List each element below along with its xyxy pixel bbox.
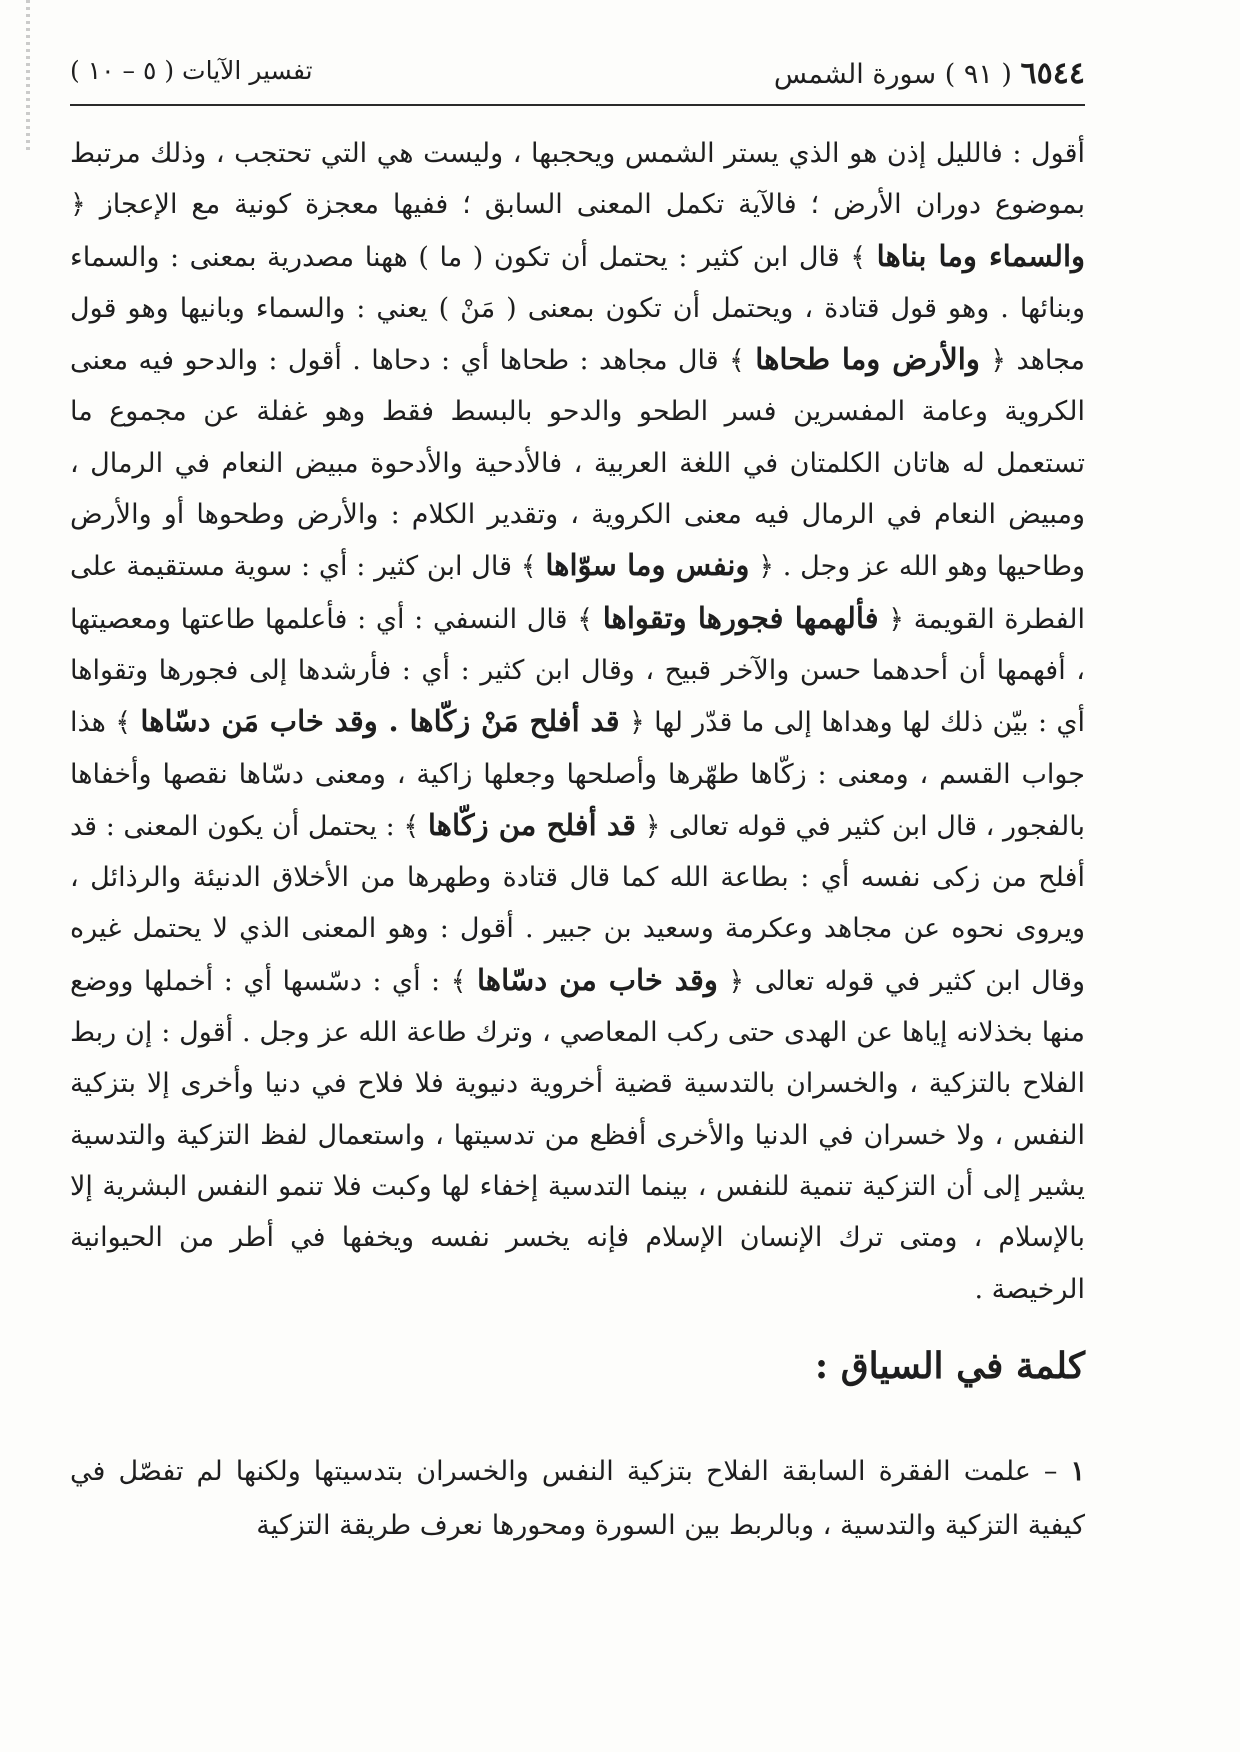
section-heading: كلمة في السياق :	[814, 1345, 1085, 1387]
scan-edge-marks	[26, 0, 30, 150]
header-page-info	[774, 56, 1085, 91]
header-divider	[70, 104, 1085, 106]
quran-verse: وقد خاب من دسّاها	[476, 962, 718, 997]
quran-verse: قد أفلح مَنْ زكّاها . وقد خاب مَن دسّاها	[140, 704, 620, 739]
quran-verse: فألهمها فجورها وتقواها	[602, 600, 879, 635]
text-segment: ﴾ قال ابن كثير : يحتمل أن تكون ( ما ) ههنا مصدرية بمعنى : والسماء وبنائها . وهو قول قتادة ، ويحتمل أن تكون بمعنى ( مَنْ ) يعني : والسماء وبانيها وهو قول مجاهد ﴿	[70, 241, 1085, 377]
text-segment: ﴾ قال النسفي : أي : فأعلمها طاعتها ومعصيتها ، أفهمها أن أحدهما حسن والآخر قبيح ، وقال ابن كثير : أي : فأرشدها إلى فجورها وتقواها أي : بيّن ذلك لها وهداها إلى ما قدّر لها ﴿	[70, 603, 1086, 739]
body-paragraph	[70, 128, 1085, 1315]
numbered-point	[70, 1445, 1085, 1553]
text-segment: أقول : فالليل إذن هو الذي يستر الشمس ويحجبها ، وليست هي التي تحتجب ، وذلك مرتبط بموضوع دوران الأرض ؛ فالآية تكمل المعنى السابق ؛ ففيها معجزة كونية مع الإعجاز ﴿	[70, 138, 1085, 221]
page-header	[70, 48, 1085, 100]
text-segment: ﴾ قال ابن كثير : أي : سوية مستقيمة على الفطرة القويمة ﴿	[70, 551, 1085, 635]
surah-title: ( ٩١ ) سورة الشمس	[773, 59, 1012, 90]
page-number: ٦٥٤٤	[1020, 56, 1085, 91]
text-segment: ﴾ هذا جواب القسم ، ومعنى : زكّاها طهّرها وأصلحها وجعلها زاكية ، ومعنى دسّاها نقصها وأخفاها بالفجور ، قال ابن كثير في قوله تعالى ﴿	[70, 707, 1086, 842]
point-text: – علمت الفقرة السابقة الفلاح بتزكية النفس والخسران بتدسيتها ولكنها لم تفصّل في كيفية التزكية والتدسية ، وبالربط بين السورة ومحورها نعرف طريقة التزكية	[70, 1456, 1085, 1541]
section-range: تفسير الآيات ( ٥ – ١٠ )	[70, 56, 313, 85]
text-segment: ﴾ قال مجاهد : طحاها أي : دحاها . أقول : والدحو فيه معنى الكروية وعامة المفسرين فسر الطحو والدحو بالبسط فقط وهو غفلة عن مجموع ما تستعمل له هاتان الكلمتان في اللغة العربية ، فالأدحية والأدحوة مبيض النعام في الرمال ، ومبيض النعام في الرمال فيه معنى الكروية ، وتقدير الكلام : والأرض وطحوها أو والأرض وطاحيها وهو الله عز وجل . ﴿	[70, 345, 1085, 583]
text-segment: ﴾ : يحتمل أن يكون المعنى : قد أفلح من زكى نفسه أي : بطاعة الله كما قال قتادة وطهرها من الأخلاق الدنيئة والرذائل ، ويروى نحوه عن مجاهد وعكرمة وسعيد بن جبير . أقول : وهو المعنى الذي لا يحتمل غيره وقال ابن كثير في قوله تعالى ﴿	[70, 810, 1086, 997]
quran-verse: ونفس وما سوّاها	[545, 548, 750, 583]
paragraph-1	[70, 128, 1085, 1315]
point-number: ١	[1070, 1456, 1085, 1487]
quran-verse: قد أفلح من زكّاها	[427, 807, 636, 842]
quran-verse: والأرض وما طحاها	[755, 342, 980, 377]
text-segment: ﴾ : أي : دسّسها أي : أخملها ووضع منها بخذلانه إياها عن الهدى حتى ركب المعاصي ، وترك طاعة الله عز وجل . أقول : إن ربط الفلاح بالتزكية ، والخسران بالتدسية قضية أخروية دنيوية فلا فلاح في دنيا وأخرى إلا بتزكية النفس ، ولا خسران في الدنيا والأخرى أفظع من تدسيتها ، واستعمال لفظ التزكية والتدسية يشير إلى أن التزكية تنمية للنفس ، بينما التدسية إخفاء لها وكبت فلا تنمو النفس البشرية إلا بالإسلام ، ومتى ترك الإنسان الإسلام فإنه يخسر نفسه ويخفها في أطر من الحيوانية الرخيصة .	[70, 965, 1085, 1305]
quran-verse: والسماء وما بناها	[876, 238, 1086, 273]
